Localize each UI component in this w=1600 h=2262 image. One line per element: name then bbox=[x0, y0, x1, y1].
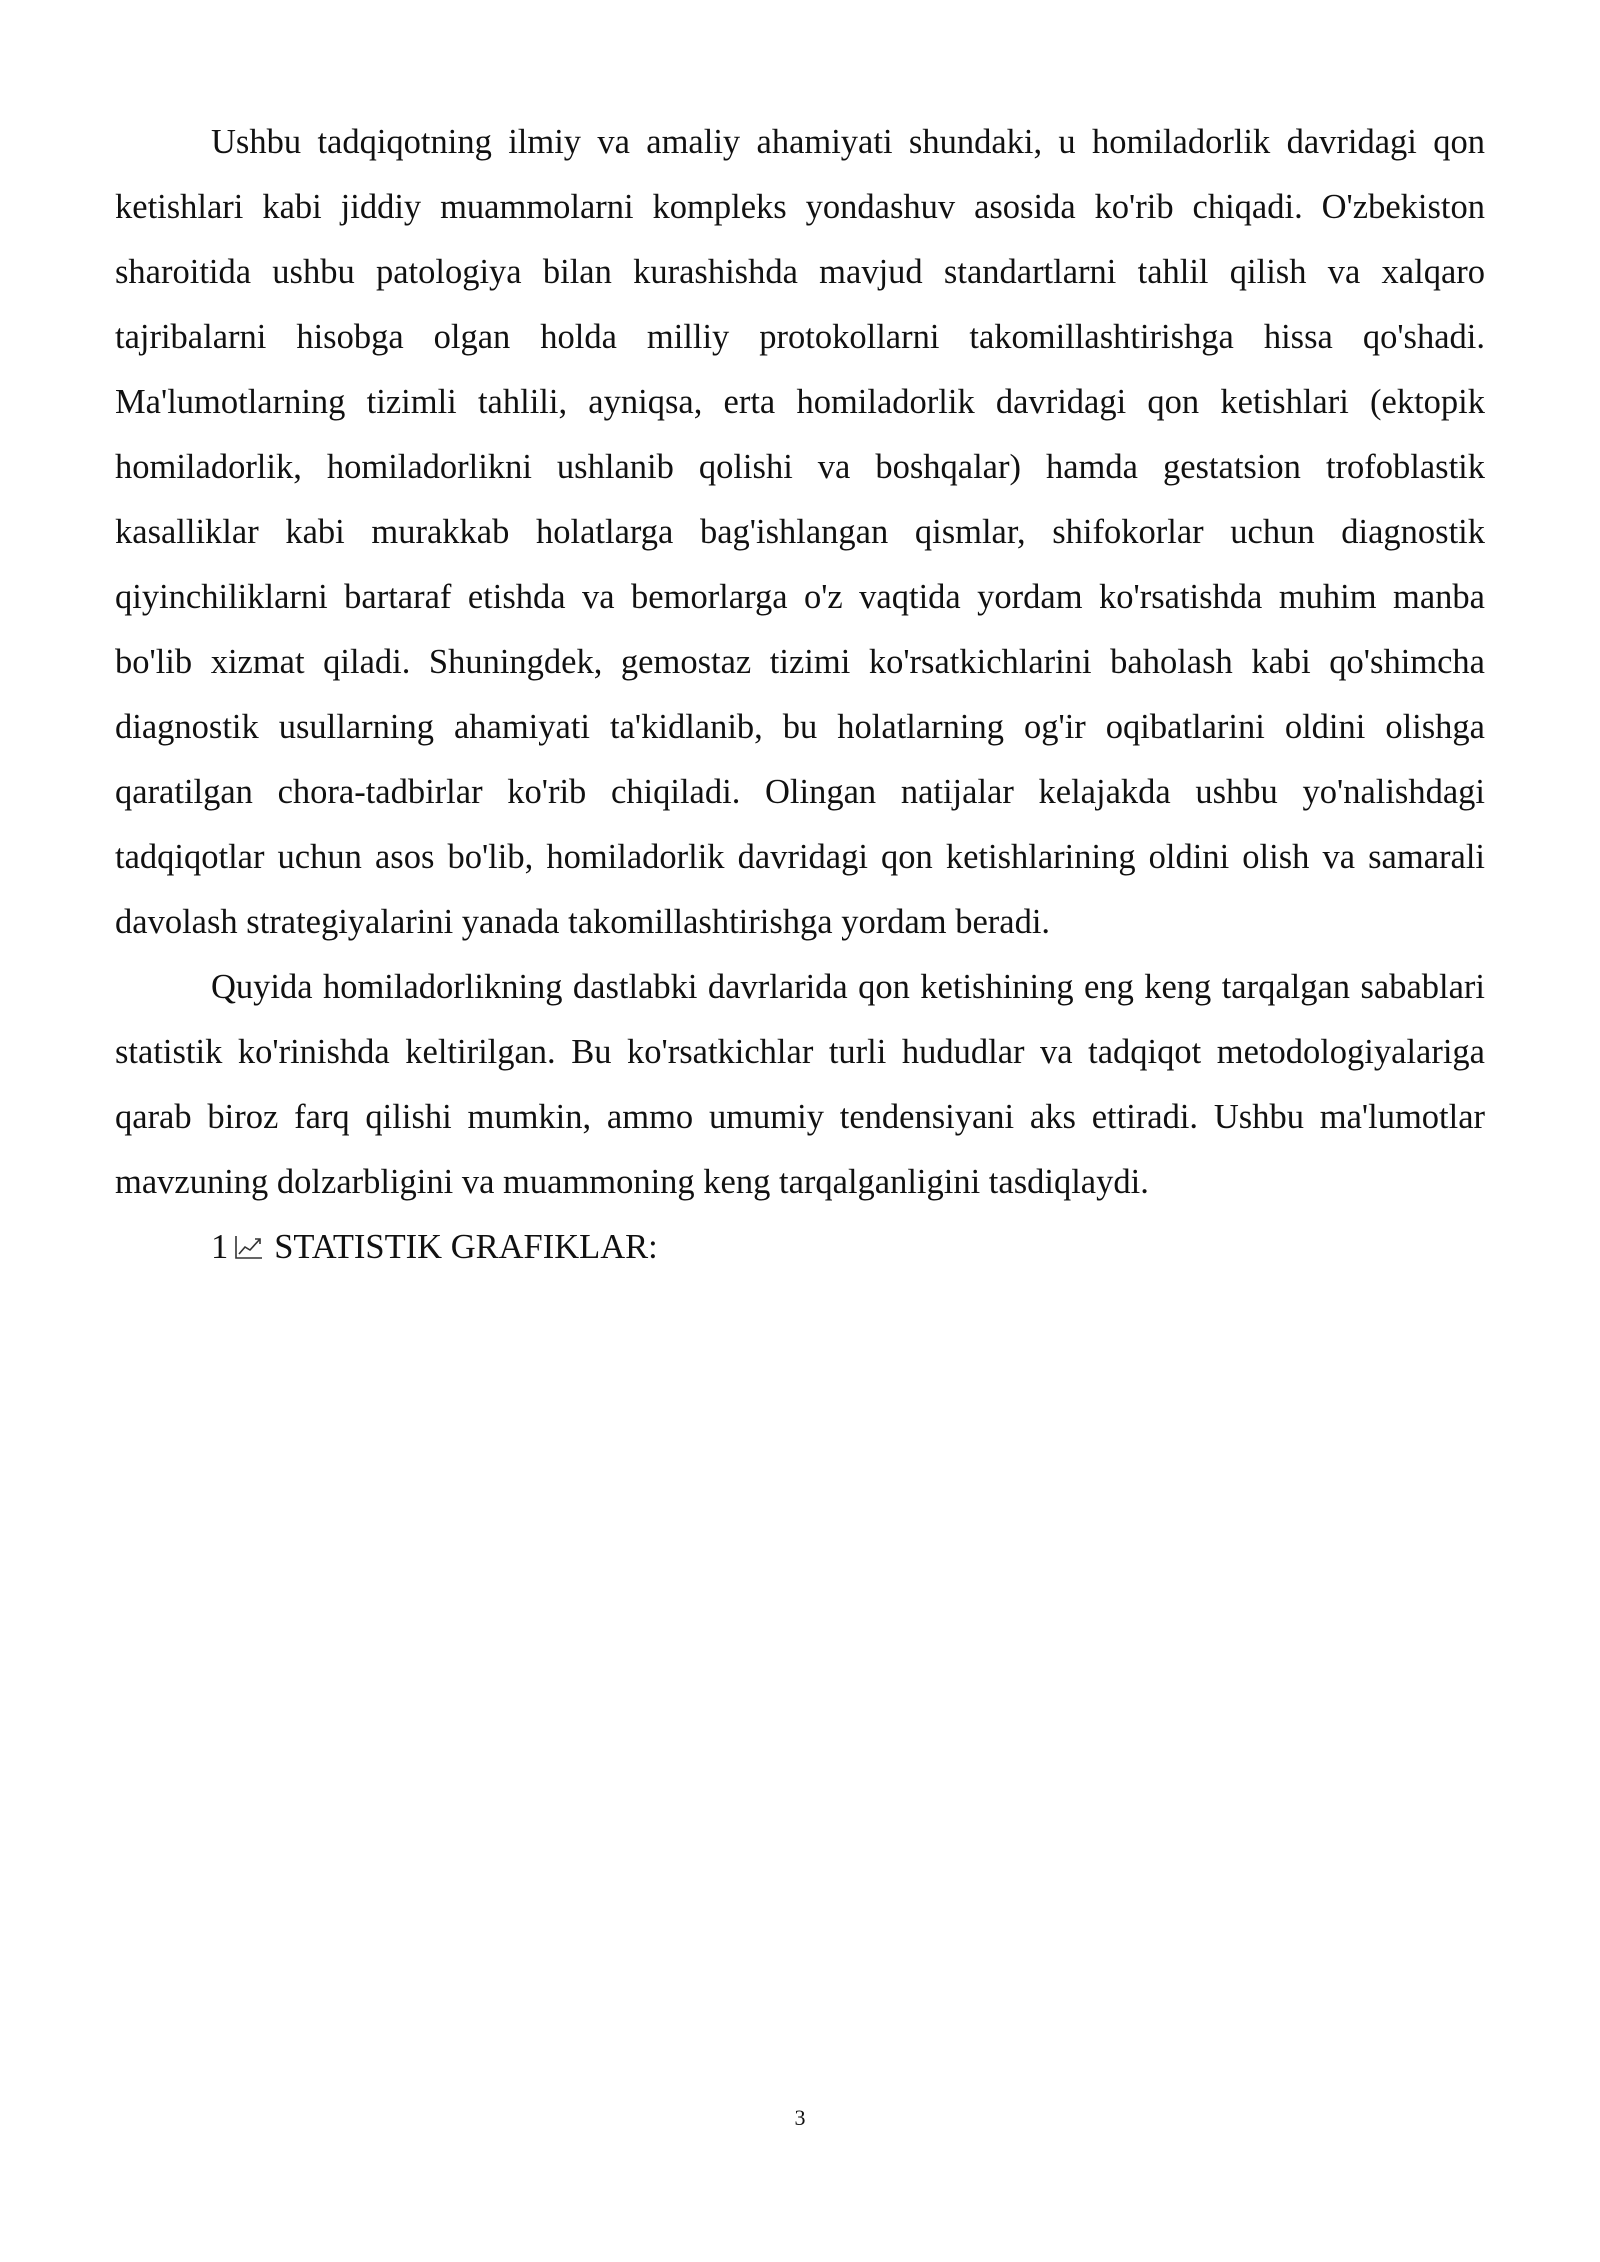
paragraph-statistics-intro: Quyida homiladorlikning dastlabki davrlarida qon ketishining eng keng tarqalgan sabablari statistik ko'rinishda keltirilgan. Bu ko'rsatkichlar turli hududlar va tadqiqot metodologiyalariga qarab biroz farq qilishi mumkin, ammo umumiy tendensiyani aks ettiradi. Ushbu ma'lumotlar mavzuning dolzarbligini va muammoning keng tarqalganligini tasdiqlaydi. bbox=[115, 968, 1485, 1201]
document-body bbox=[115, 110, 1485, 1280]
section-number: 1 bbox=[211, 1228, 229, 1266]
paragraph-research-significance: Ushbu tadqiqotning ilmiy va amaliy ahamiyati shundaki, u homiladorlik davridagi qon ketishlari kabi jiddiy muammolarni kompleks yondashuv asosida ko'rib chiqadi. O'zbekiston sharoitida ushbu patologiya bilan kurashishda mavjud standartlarni tahlil qilish va xalqaro tajribalarni hisobga olgan holda milliy protokollarni takomillashtirishga hissa qo'shadi. Ma'lumotlarning tizimli tahlili, ayniqsa, erta homiladorlik davridagi qon ketishlari (ektopik homiladorlik, homiladorlikni ushlanib qolishi va boshqalar) hamda gestatsion trofoblastik kasalliklar kabi murakkab holatlarga bag'ishlangan qismlar, shifokorlar uchun diagnostik qiyinchiliklarni bartaraf etishda va bemorlarga o'z vaqtida yordam ko'rsatishda muhim manba bo'lib xizmat qiladi. Shuningdek, gemostaz tizimi ko'rsatkichlarini baholash kabi qo'shimcha diagnostik usullarning ahamiyati ta'kidlanib, bu holatlarning og'ir oqibatlarini oldini olishga qaratilgan chora-tadbirlar ko'rib chiqiladi. Olingan natijalar kelajakda ushbu yo'nalishdagi tadqiqotlar uchun asos bo'lib, homiladorlik davridagi qon ketishlarining oldini olish va samarali davolash strategiyalarini yanada takomillashtirishga yordam beradi. bbox=[115, 123, 1485, 941]
section-title: STATISTIK GRAFIKLAR: bbox=[274, 1228, 658, 1266]
page-number: 3 bbox=[794, 2105, 806, 2130]
section-heading bbox=[115, 1215, 1485, 1280]
chart-increasing-icon bbox=[234, 1234, 264, 1260]
